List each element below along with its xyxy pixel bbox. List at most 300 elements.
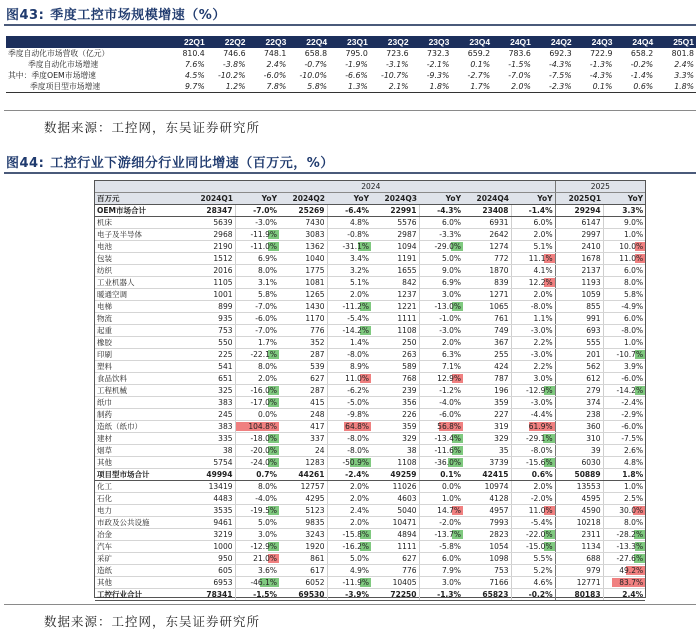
fig44-row-name: 电梯: [95, 300, 187, 312]
fig44-yoy-cell: [511, 516, 555, 528]
fig44-yoy-cell: [419, 324, 463, 336]
fig44-row-name: OEM市场合计: [95, 204, 187, 216]
fig44-top-rule: [4, 172, 696, 174]
fig44-value-cell: 239: [371, 384, 419, 396]
fig44-yoy-value: -8.0%: [530, 301, 553, 311]
fig44-yoy-value: 2.6%: [624, 445, 644, 455]
fig44-bottom-rule: [4, 604, 696, 605]
fig44-row-name: 采矿: [95, 552, 187, 564]
fig44-yoy-value: -2.9%: [621, 409, 644, 419]
fig44-yoy-cell: [419, 444, 463, 456]
fig44-value-cell: 1094: [371, 240, 419, 252]
fig44-yoy-cell: [511, 528, 555, 540]
fig44-yoy-cell: [235, 372, 279, 384]
fig44-value-cell: 44261: [279, 468, 327, 480]
fig44-row-name: 汽车: [95, 540, 187, 552]
fig44-yoy-value: 2.4%: [349, 505, 369, 515]
fig44-yoy-cell: [419, 588, 463, 600]
fig43-row: [6, 70, 696, 81]
fig44-yoy-cell: [327, 216, 371, 228]
fig43-source: 数据来源：工控网，东吴证券研究所: [44, 120, 261, 135]
fig43-cell: -2.1%: [426, 60, 450, 69]
fig44-row: [95, 480, 645, 492]
fig44-value-cell: 10974: [463, 480, 511, 492]
fig43-cell: 732.3: [427, 49, 450, 58]
fig44-value-cell: 612: [555, 372, 603, 384]
fig44-yoy-cell: [327, 288, 371, 300]
fig44-value-cell: 1065: [463, 300, 511, 312]
fig44-value-cell: 5639: [187, 216, 235, 228]
fig44-yoy-cell: [511, 396, 555, 408]
fig43-cell: 2.4%: [266, 60, 287, 69]
fig44-value-cell: 248: [279, 408, 327, 420]
fig44-row-name: 冶金: [95, 528, 187, 540]
fig44-yoy-value: 3.4%: [349, 253, 369, 263]
fig44-header-row: [95, 192, 645, 204]
fig44-yoy-value: 12.2%: [528, 277, 553, 287]
fig44-yoy-value: -13.0%: [434, 301, 461, 311]
fig44-yoy-cell: [511, 288, 555, 300]
fig44-yoy-value: 5.1%: [533, 241, 553, 251]
fig44-yoy-cell: [603, 576, 645, 588]
fig44-yoy-value: 0.0%: [441, 481, 461, 491]
fig44-yoy-value: -8.0%: [530, 445, 553, 455]
fig44-value-cell: 226: [371, 408, 419, 420]
fig44-yoy-cell: [327, 420, 371, 432]
fig44-yoy-cell: [511, 216, 555, 228]
fig44-value-cell: 28347: [187, 204, 235, 216]
fig44-yoy-value: -1.5%: [253, 589, 277, 599]
fig44-yoy-value: -16.2%: [342, 541, 369, 551]
fig44-yoy-cell: [419, 420, 463, 432]
fig44-value-cell: 80183: [555, 588, 603, 600]
fig44-value-cell: 627: [279, 372, 327, 384]
fig44-yoy-value: -0.2%: [528, 589, 553, 599]
fig44-value-cell: 287: [279, 348, 327, 360]
fig44-yoy-cell: [235, 528, 279, 540]
fig44-row-name: 机床: [95, 216, 187, 228]
fig44-value-cell: 1054: [463, 540, 511, 552]
fig43-row-label: 季度自动化市场营收（亿元）: [8, 49, 110, 58]
fig44-yoy-cell: [511, 360, 555, 372]
fig44-yoy-cell: [235, 276, 279, 288]
fig44-yoy-value: 11.1%: [528, 253, 553, 263]
fig44-row: [95, 456, 645, 468]
fig44-value-cell: 10405: [371, 576, 419, 588]
fig44-value-cell: 7993: [463, 516, 511, 528]
fig44-value-cell: 991: [555, 312, 603, 324]
fig44-value-cell: 49994: [187, 468, 235, 480]
fig44-value-cell: 2410: [555, 240, 603, 252]
fig44-yoy-cell: [419, 552, 463, 564]
fig43-cell: 783.6: [508, 49, 531, 58]
fig44-yoy-value: 2.0%: [441, 337, 461, 347]
fig44-yoy-cell: [235, 420, 279, 432]
fig44-row-name: 化工: [95, 480, 187, 492]
fig44-yoy-cell: [327, 360, 371, 372]
fig44-row-name: 起重: [95, 324, 187, 336]
fig44-value-cell: 325: [187, 384, 235, 396]
fig44-yoy-cell: [419, 540, 463, 552]
fig44-value-cell: 4483: [187, 492, 235, 504]
fig44-value-cell: 310: [555, 432, 603, 444]
fig44-row: [95, 300, 645, 312]
fig44-yoy-cell: [235, 504, 279, 516]
fig44-row-name: 工程机械: [95, 384, 187, 396]
fig44-yoy-value: -7.0%: [253, 205, 277, 215]
fig44-value-cell: 374: [555, 396, 603, 408]
fig43-row-label: 季度项目型市场增速: [6, 81, 166, 93]
fig44-yoy-value: -7.5%: [621, 433, 644, 443]
fig44-yoy-cell: [511, 372, 555, 384]
fig43-cell: 810.4: [182, 49, 205, 58]
fig44-year-2024: 2024: [187, 181, 555, 192]
fig44-value-cell: 367: [463, 336, 511, 348]
fig44-year-blank: [95, 181, 187, 192]
fig44-value-cell: 855: [555, 300, 603, 312]
fig44-yoy-cell: [603, 288, 645, 300]
fig44-yoy-cell: [235, 312, 279, 324]
fig44-yoy-cell: [327, 276, 371, 288]
fig44-value-cell: 279: [555, 384, 603, 396]
fig44-yoy-cell: [603, 468, 645, 480]
fig44-value-cell: 5123: [279, 504, 327, 516]
fig44-table-frame: [94, 180, 646, 598]
fig44-value-cell: 352: [279, 336, 327, 348]
fig44-yoy-value: 2.0%: [257, 373, 277, 383]
fig44-value-cell: 383: [187, 396, 235, 408]
fig43-cell: 795.0: [345, 49, 368, 58]
fig44-value-cell: 319: [463, 420, 511, 432]
fig44-yoy-value: 11.0%: [619, 253, 644, 263]
fig44-value-cell: 1237: [371, 288, 419, 300]
fig44-yoy-value: 12.9%: [437, 373, 461, 383]
fig44-value-cell: 4957: [463, 504, 511, 516]
fig44-yoy-value: 2.0%: [533, 229, 553, 239]
fig44-value-cell: 1920: [279, 540, 327, 552]
fig43-cell: -0.7%: [304, 60, 328, 69]
fig44-value-cell: 1081: [279, 276, 327, 288]
fig44-value-cell: 38: [187, 444, 235, 456]
fig44-yoy-cell: [511, 228, 555, 240]
fig44-value-cell: 2997: [555, 228, 603, 240]
fig44-yoy-value: -11.2%: [342, 301, 369, 311]
fig44-yoy-cell: [511, 204, 555, 216]
fig44-col-header: 2024Q3: [371, 192, 419, 204]
fig44-yoy-cell: [419, 492, 463, 504]
fig44-yoy-cell: [419, 360, 463, 372]
fig44-yoy-value: -2.0%: [439, 517, 461, 527]
fig44-value-cell: 2642: [463, 228, 511, 240]
fig44-yoy-value: -27.6%: [616, 553, 644, 563]
fig44-yoy-value: 2.4%: [622, 589, 644, 599]
fig44-yoy-cell: [603, 348, 645, 360]
fig44-yoy-value: 9.0%: [624, 217, 644, 227]
fig44-value-cell: 359: [463, 396, 511, 408]
fig44-yoy-value: -14.2%: [616, 385, 644, 395]
fig44-yoy-value: 64.8%: [345, 421, 369, 431]
fig44-value-cell: 329: [371, 432, 419, 444]
fig44-yoy-cell: [603, 564, 645, 576]
fig44-yoy-cell: [235, 540, 279, 552]
fig44-summary-row: [95, 204, 645, 216]
fig44-yoy-value: 3.6%: [257, 565, 277, 575]
fig44-row-name: 纸巾: [95, 396, 187, 408]
fig44-yoy-cell: [327, 372, 371, 384]
fig44-yoy-cell: [511, 564, 555, 576]
fig44-yoy-value: -3.0%: [530, 325, 553, 335]
fig43-cell: 2.4%: [674, 60, 694, 69]
fig44-value-cell: 383: [187, 420, 235, 432]
fig44-value-cell: 225: [187, 348, 235, 360]
fig44-yoy-cell: [235, 204, 279, 216]
fig44-yoy-value: -3.9%: [345, 589, 369, 599]
fig44-value-cell: 1265: [279, 288, 327, 300]
fig43-cell: 692.3: [549, 49, 572, 58]
fig44-yoy-cell: [419, 456, 463, 468]
fig44-yoy-cell: [603, 216, 645, 228]
fig44-yoy-value: -11.0%: [250, 241, 277, 251]
fig44-yoy-cell: [327, 456, 371, 468]
fig44-yoy-cell: [511, 384, 555, 396]
fig44-value-cell: 238: [555, 408, 603, 420]
fig44-value-cell: 245: [187, 408, 235, 420]
fig44-yoy-value: 2.2%: [533, 337, 553, 347]
fig44-value-cell: 10218: [555, 516, 603, 528]
fig44-yoy-value: 1.1%: [533, 313, 553, 323]
fig44-yoy-cell: [511, 468, 555, 480]
fig43-cell: 9.7%: [166, 81, 207, 93]
fig44-yoy-value: -5.4%: [347, 313, 369, 323]
fig43-cell: 7.6%: [184, 60, 205, 69]
fig44-value-cell: 29294: [555, 204, 603, 216]
fig44-yoy-cell: [511, 552, 555, 564]
fig44-yoy-value: 5.0%: [441, 253, 461, 263]
fig44-value-cell: 605: [187, 564, 235, 576]
fig44-row-name: 工控行业合计: [95, 588, 187, 600]
fig44-yoy-value: 6.0%: [533, 217, 553, 227]
fig44-yoy-value: -4.3%: [437, 205, 461, 215]
fig44-yoy-cell: [327, 492, 371, 504]
fig44-value-cell: 9461: [187, 516, 235, 528]
fig44-yoy-cell: [327, 324, 371, 336]
fig44-yoy-value: 83.7%: [619, 577, 644, 587]
fig44-row: [95, 252, 645, 264]
fig43-cell: -1.9%: [345, 60, 368, 69]
fig44-row: [95, 360, 645, 372]
fig44-yoy-value: 1.0%: [624, 229, 644, 239]
fig44-value-cell: 2016: [187, 264, 235, 276]
fig43-cell: -4.3%: [589, 71, 613, 80]
fig44-value-cell: 761: [463, 312, 511, 324]
fig44-value-cell: 861: [279, 552, 327, 564]
fig43-row-label: 其中：季度OEM市场增速: [8, 71, 96, 80]
fig44-yoy-value: -8.0%: [347, 445, 369, 455]
fig44-yoy-cell: [603, 240, 645, 252]
fig44-yoy-cell: [235, 228, 279, 240]
fig44-yoy-cell: [603, 276, 645, 288]
fig44-value-cell: 7430: [279, 216, 327, 228]
fig44-row: [95, 384, 645, 396]
fig43-cell: 1.8%: [655, 81, 696, 93]
fig44-yoy-value: -4.0%: [255, 493, 277, 503]
fig44-value-cell: 6147: [555, 216, 603, 228]
fig44-yoy-value: 2.2%: [533, 361, 553, 371]
fig44-value-cell: 935: [187, 312, 235, 324]
fig44-value-cell: 263: [371, 348, 419, 360]
fig44-value-cell: 2137: [555, 264, 603, 276]
fig44-yoy-value: -6.2%: [347, 385, 369, 395]
fig43-col-header: 22Q1: [166, 36, 207, 48]
fig44-row: [95, 372, 645, 384]
fig44-yoy-cell: [327, 432, 371, 444]
fig44-value-cell: 787: [463, 372, 511, 384]
fig44-row: [95, 216, 645, 228]
fig44-row: [95, 348, 645, 360]
fig44-yoy-cell: [235, 480, 279, 492]
fig44-row-name: 食品饮料: [95, 372, 187, 384]
fig44-value-cell: 776: [371, 564, 419, 576]
fig43-cell: -7.5%: [549, 71, 572, 80]
fig44-value-cell: 1111: [371, 540, 419, 552]
fig43-cell: -2.3%: [533, 81, 574, 93]
fig44-value-cell: 5754: [187, 456, 235, 468]
fig44-yoy-cell: [327, 444, 371, 456]
fig44-yoy-value: 9.0%: [441, 265, 461, 275]
fig44-value-cell: 329: [463, 432, 511, 444]
fig43-cell: -0.2%: [630, 60, 654, 69]
fig44-value-cell: 6931: [463, 216, 511, 228]
fig44-yoy-cell: [419, 264, 463, 276]
fig44-yoy-cell: [235, 300, 279, 312]
fig43-cell: -3.8%: [222, 60, 246, 69]
fig44-yoy-value: -5.4%: [530, 517, 553, 527]
fig44-col-header: 2024Q2: [279, 192, 327, 204]
fig44-value-cell: 1870: [463, 264, 511, 276]
fig44-value-cell: 3535: [187, 504, 235, 516]
fig44-table: [95, 181, 645, 601]
fig44-yoy-cell: [419, 372, 463, 384]
fig44-yoy-cell: [327, 348, 371, 360]
fig44-yoy-value: 3.9%: [624, 361, 644, 371]
fig44-yoy-value: -1.3%: [437, 589, 461, 599]
fig44-yoy-value: 2.0%: [349, 289, 369, 299]
fig44-col-header: YoY: [235, 192, 279, 204]
fig44-row-name: 纺织: [95, 264, 187, 276]
fig44-value-cell: 842: [371, 276, 419, 288]
fig44-yoy-value: 3.0%: [441, 289, 461, 299]
fig44-value-cell: 5576: [371, 216, 419, 228]
fig44-value-cell: 335: [187, 432, 235, 444]
fig44-yoy-cell: [511, 588, 555, 600]
fig43-col-header: 22Q3: [248, 36, 289, 48]
fig44-yoy-cell: [511, 432, 555, 444]
fig44-value-cell: 1000: [187, 540, 235, 552]
fig44-yoy-cell: [603, 516, 645, 528]
fig44-yoy-cell: [603, 480, 645, 492]
fig44-yoy-value: -20.0%: [250, 445, 277, 455]
fig44-yoy-value: 49.2%: [619, 565, 644, 575]
fig44-value-cell: 1362: [279, 240, 327, 252]
fig44-row-name: 石化: [95, 492, 187, 504]
fig44-yoy-cell: [235, 576, 279, 588]
fig44-yoy-value: -6.0%: [621, 421, 644, 431]
fig44-value-cell: 4590: [555, 504, 603, 516]
fig44-yoy-cell: [327, 468, 371, 480]
fig43-cell: -3.1%: [385, 60, 409, 69]
fig44-value-cell: 3739: [463, 456, 511, 468]
fig44-row-name: 电力: [95, 504, 187, 516]
fig44-yoy-value: 3.0%: [441, 577, 461, 587]
fig44-yoy-value: 5.2%: [533, 565, 553, 575]
fig44-value-cell: 1283: [279, 456, 327, 468]
fig44-row-name: 物流: [95, 312, 187, 324]
fig44-yoy-cell: [419, 504, 463, 516]
fig44-value-cell: 24: [279, 444, 327, 456]
fig44-yoy-value: 1.4%: [349, 337, 369, 347]
fig44-yoy-value: 5.1%: [349, 277, 369, 287]
fig44-yoy-cell: [603, 432, 645, 444]
fig43-cell: 659.2: [467, 49, 491, 58]
fig44-value-cell: 4295: [279, 492, 327, 504]
fig44-yoy-cell: [603, 252, 645, 264]
fig44-value-cell: 688: [555, 552, 603, 564]
fig44-value-cell: 6953: [187, 576, 235, 588]
fig44-yoy-cell: [419, 276, 463, 288]
fig44-value-cell: 1655: [371, 264, 419, 276]
fig44-yoy-value: -12.9%: [526, 385, 553, 395]
fig44-yoy-value: -22.0%: [526, 529, 553, 539]
fig44-value-cell: 550: [187, 336, 235, 348]
fig44-yoy-value: -11.9%: [342, 577, 369, 587]
fig44-yoy-value: 1.7%: [257, 337, 277, 347]
fig44-yoy-cell: [327, 504, 371, 516]
fig44-yoy-value: -28.2%: [616, 529, 644, 539]
fig44-value-cell: 359: [371, 420, 419, 432]
fig44-yoy-value: 8.0%: [624, 277, 644, 287]
fig44-value-cell: 65823: [463, 588, 511, 600]
fig44-yoy-value: 3.0%: [257, 529, 277, 539]
fig44-yoy-value: 6.0%: [624, 265, 644, 275]
fig44-value-cell: 72250: [371, 588, 419, 600]
fig44-number: 图44:: [6, 156, 45, 171]
fig44-yoy-value: 5.5%: [533, 553, 553, 563]
fig44-yoy-cell: [603, 540, 645, 552]
fig43-cell: 2.0%: [492, 81, 533, 93]
fig43-col-header: 24Q3: [574, 36, 615, 48]
fig44-value-cell: 555: [555, 336, 603, 348]
fig44-value-cell: 1221: [371, 300, 419, 312]
fig44-yoy-cell: [235, 588, 279, 600]
fig44-yoy-value: 5.0%: [257, 517, 277, 527]
fig44-value-cell: 562: [555, 360, 603, 372]
fig44-value-cell: 7166: [463, 576, 511, 588]
fig43-cell: -6.0%: [263, 71, 287, 80]
fig44-yoy-cell: [327, 408, 371, 420]
fig44-yoy-cell: [511, 324, 555, 336]
fig44-value-cell: 1040: [279, 252, 327, 264]
fig43-title: [6, 4, 226, 23]
fig44-row: [95, 264, 645, 276]
fig44-yoy-cell: [327, 552, 371, 564]
fig44-yoy-cell: [511, 348, 555, 360]
fig44-value-cell: 1105: [187, 276, 235, 288]
fig44-value-cell: 693: [555, 324, 603, 336]
fig44-yoy-value: -17.0%: [250, 397, 277, 407]
fig44-yoy-cell: [235, 432, 279, 444]
fig44-value-cell: 196: [463, 384, 511, 396]
fig44-row-name: 工业机器人: [95, 276, 187, 288]
